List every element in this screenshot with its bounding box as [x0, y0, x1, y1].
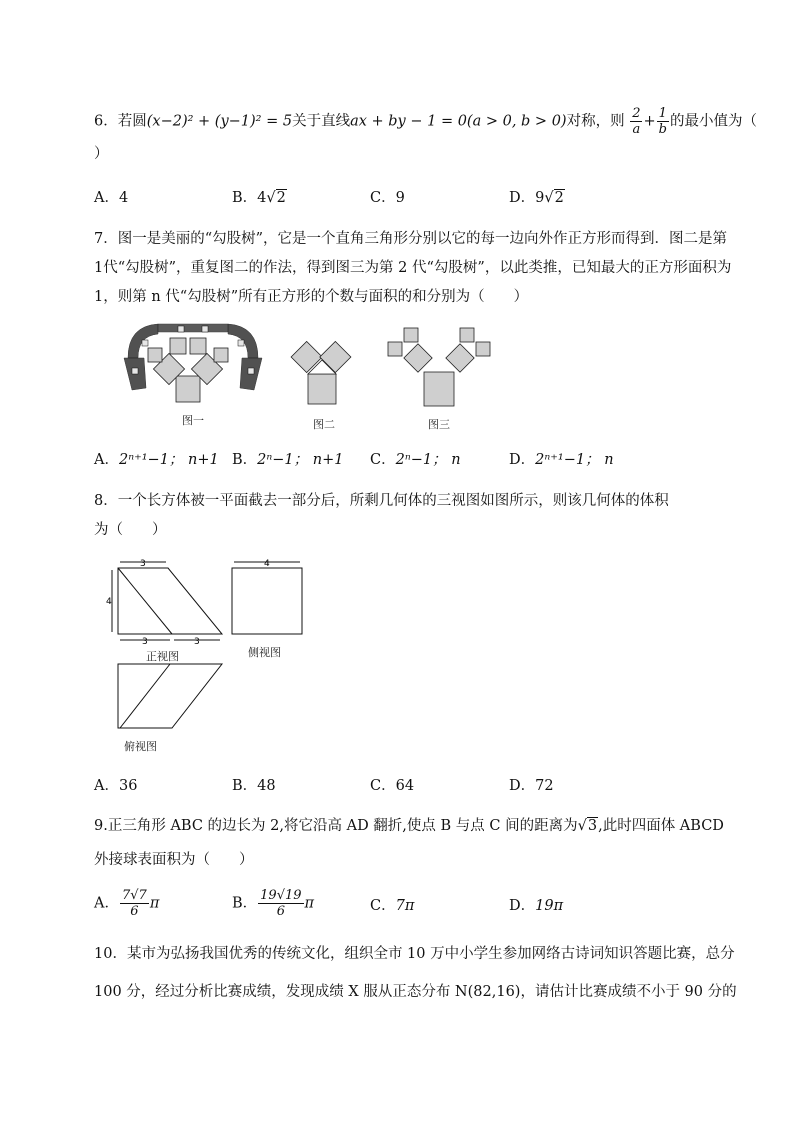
caption-side-view: 侧视图: [248, 646, 281, 659]
frac-numerator: 7√7: [121, 888, 147, 903]
q6-fraction-2-over-a: [630, 106, 642, 137]
q9-b-fraction: [258, 888, 303, 919]
front-view-outline: [118, 568, 222, 634]
q6-circle-equation: (x−2)² + (y−1)² = 5: [146, 113, 293, 130]
option-label: C．: [370, 190, 396, 206]
caption-figure-1: 图一: [182, 414, 204, 427]
option-value: 7π: [395, 898, 415, 914]
option-label: D．: [509, 190, 536, 206]
tree1-square: [190, 338, 206, 354]
tree1-leaf: [238, 340, 244, 346]
option-radicand: 2: [276, 190, 286, 206]
tree3-small-square: [388, 342, 402, 356]
top-view-outline: [118, 664, 222, 728]
q7-option-d: [509, 450, 614, 470]
frac-numerator: 1: [658, 106, 667, 121]
q7-option-c: [370, 450, 461, 470]
q6-plus: +: [643, 113, 656, 130]
tree3-right-square: [446, 344, 474, 372]
q6-suffix-2: 的最小值为（: [669, 113, 757, 130]
option-pi: π: [149, 895, 160, 912]
caption-figure-3: 图三: [428, 418, 450, 431]
option-value: 2ⁿ−1； n+1: [257, 452, 344, 468]
q8-option-d: [509, 776, 554, 796]
tree3-base-square: [424, 372, 454, 406]
caption-top-view: 俯视图: [124, 740, 157, 753]
q7-option-a: [94, 450, 219, 470]
tree3-small-square: [476, 342, 490, 356]
side-view-figure: [228, 556, 310, 640]
frac-denominator: b: [658, 122, 667, 137]
option-label: D．: [509, 778, 536, 794]
q7-line-2: 1代“勾股树”，重复图二的作法，得到图三为第 2 代“勾股树”，以此类推，已知最大的正方形面积为: [94, 260, 732, 276]
tree2-base-square: [308, 374, 336, 404]
option-label: A．: [94, 895, 119, 912]
q9-radicand: 3: [587, 818, 598, 834]
option-coef: 9: [535, 190, 545, 206]
option-value: 48: [257, 778, 276, 794]
q8-option-a: [94, 776, 137, 796]
tree1-leaf: [178, 326, 184, 332]
option-label: C．: [370, 898, 396, 914]
option-value: 64: [395, 778, 415, 794]
tree1-foliage-top: [158, 324, 228, 332]
frac-denominator: 6: [130, 904, 139, 919]
option-label: B．: [232, 778, 258, 794]
tree3-small-square: [460, 328, 474, 342]
q9-text-b: ,此时四面体 ABCD: [598, 818, 724, 834]
option-label: B．: [232, 452, 258, 468]
caption-front-view: 正视图: [146, 650, 179, 663]
q6-option-d: D．9√2: [509, 190, 564, 206]
option-radicand: 2: [554, 190, 564, 206]
q6-close-paren: ）: [94, 146, 109, 162]
question-6-stem: [94, 106, 757, 137]
q9-line-2: 外接球表面积为（ ）: [94, 852, 254, 868]
top-view-diagonal: [120, 664, 170, 728]
q8-line-2: 为（ ）: [94, 522, 167, 538]
q9-option-b: [232, 888, 314, 919]
option-value: 19π: [535, 898, 564, 914]
tree3-small-square: [404, 328, 418, 342]
tree1-leaf: [202, 326, 208, 332]
q9-text-a: 9.正三角形 ABC 的边长为 2,将它沿高 AD 翻折,使点 B 与点 C 间的距离为: [94, 818, 578, 834]
frac-numerator: 2: [632, 106, 641, 121]
option-value: 2ⁿ−1； n: [395, 452, 461, 468]
option-label: A．: [94, 190, 119, 206]
option-coef: 4: [257, 190, 267, 206]
frac-numerator: 19√19: [260, 888, 302, 903]
option-value: 9: [395, 190, 405, 206]
q6-prefix: 6．若圆: [94, 113, 147, 130]
tree1-trunk-square: [176, 376, 200, 402]
dim-label-front-top: 3: [140, 559, 146, 569]
q6-suffix-1: 对称，则: [566, 113, 625, 130]
tree1-leaf: [132, 368, 138, 374]
q9-option-d: [509, 896, 563, 916]
side-view-outline: [232, 568, 302, 634]
option-label: D．: [509, 452, 536, 468]
caption-figure-2: 图二: [313, 418, 335, 431]
tree1-square: [170, 338, 186, 354]
tree1-square: [148, 348, 162, 362]
q7-option-b: [232, 450, 343, 470]
q6-option-a: [94, 188, 128, 208]
q9-option-c: [370, 896, 414, 916]
tree3-left-square: [404, 344, 432, 372]
option-value: 4: [118, 190, 129, 206]
front-view-diagonal: [118, 568, 172, 634]
option-value: 72: [535, 778, 554, 794]
frac-denominator: a: [632, 122, 641, 137]
q8-option-c: [370, 776, 414, 796]
pythagoras-tree-figure-1: [118, 318, 268, 410]
option-value: 36: [118, 778, 138, 794]
q6-option-b: B．4√2: [232, 190, 286, 206]
option-label: B．: [232, 895, 258, 912]
frac-denominator: 6: [276, 904, 285, 919]
q9-option-a: [94, 888, 159, 919]
top-view-figure: [114, 660, 226, 732]
option-label: D．: [509, 898, 536, 914]
pythagoras-tree-figure-2: [286, 338, 356, 410]
q7-line-1: 7．图一是美丽的“勾股树”，它是一个直角三角形分别以它的每一边向外作正方形而得到．图二是第: [94, 231, 728, 247]
option-label: C．: [370, 452, 396, 468]
option-value: 2ⁿ⁺¹−1； n+1: [118, 452, 219, 468]
q9-line-1: 9.正三角形 ABC 的边长为 2,将它沿高 AD 翻折,使点 B 与点 C 间的距离为√3,此时四面体 ABCD: [94, 818, 724, 834]
q10-line-1: 10．某市为弘扬我国优秀的传统文化，组织全市 10 万中小学生参加网络古诗词知识答题比赛，总分: [94, 946, 735, 962]
tree1-leaf: [142, 340, 148, 346]
option-label: A．: [94, 452, 119, 468]
q6-mid-text: 关于直线: [292, 113, 351, 130]
q7-line-3: 1，则第 n 代“勾股树”所有正方形的个数与面积的和分别为（ ）: [94, 289, 529, 305]
q6-option-c: [370, 188, 405, 208]
front-view-figure: [106, 556, 226, 646]
q8-line-1: 8．一个长方体被一平面截去一部分后，所剩几何体的三视图如图所示，则该几何体的体积: [94, 493, 669, 509]
q6-fraction-1-over-b: [657, 106, 669, 137]
dim-label-front-left: 4: [106, 597, 112, 607]
option-label: A．: [94, 778, 119, 794]
pythagoras-tree-figure-3: [386, 326, 492, 410]
dim-label-front-bottom-right: 3: [194, 637, 200, 646]
option-pi: π: [304, 895, 315, 912]
dim-label-side-top: 4: [264, 559, 270, 569]
q8-option-b: [232, 776, 276, 796]
q10-line-2: 100 分，经过分析比赛成绩，发现成绩 X 服从正态分布 N(82,16)，请估计比赛成绩不小于 90 分的: [94, 984, 737, 1000]
dim-label-front-bottom-left: 3: [142, 637, 148, 646]
option-label: B．: [232, 190, 258, 206]
option-value: 2ⁿ⁺¹−1； n: [535, 452, 614, 468]
q6-line-equation: ax + by − 1 = 0(a > 0, b > 0): [350, 113, 567, 130]
tree1-square: [214, 348, 228, 362]
q9-a-fraction: [120, 888, 149, 919]
tree1-leaf: [248, 368, 254, 374]
option-label: C．: [370, 778, 396, 794]
